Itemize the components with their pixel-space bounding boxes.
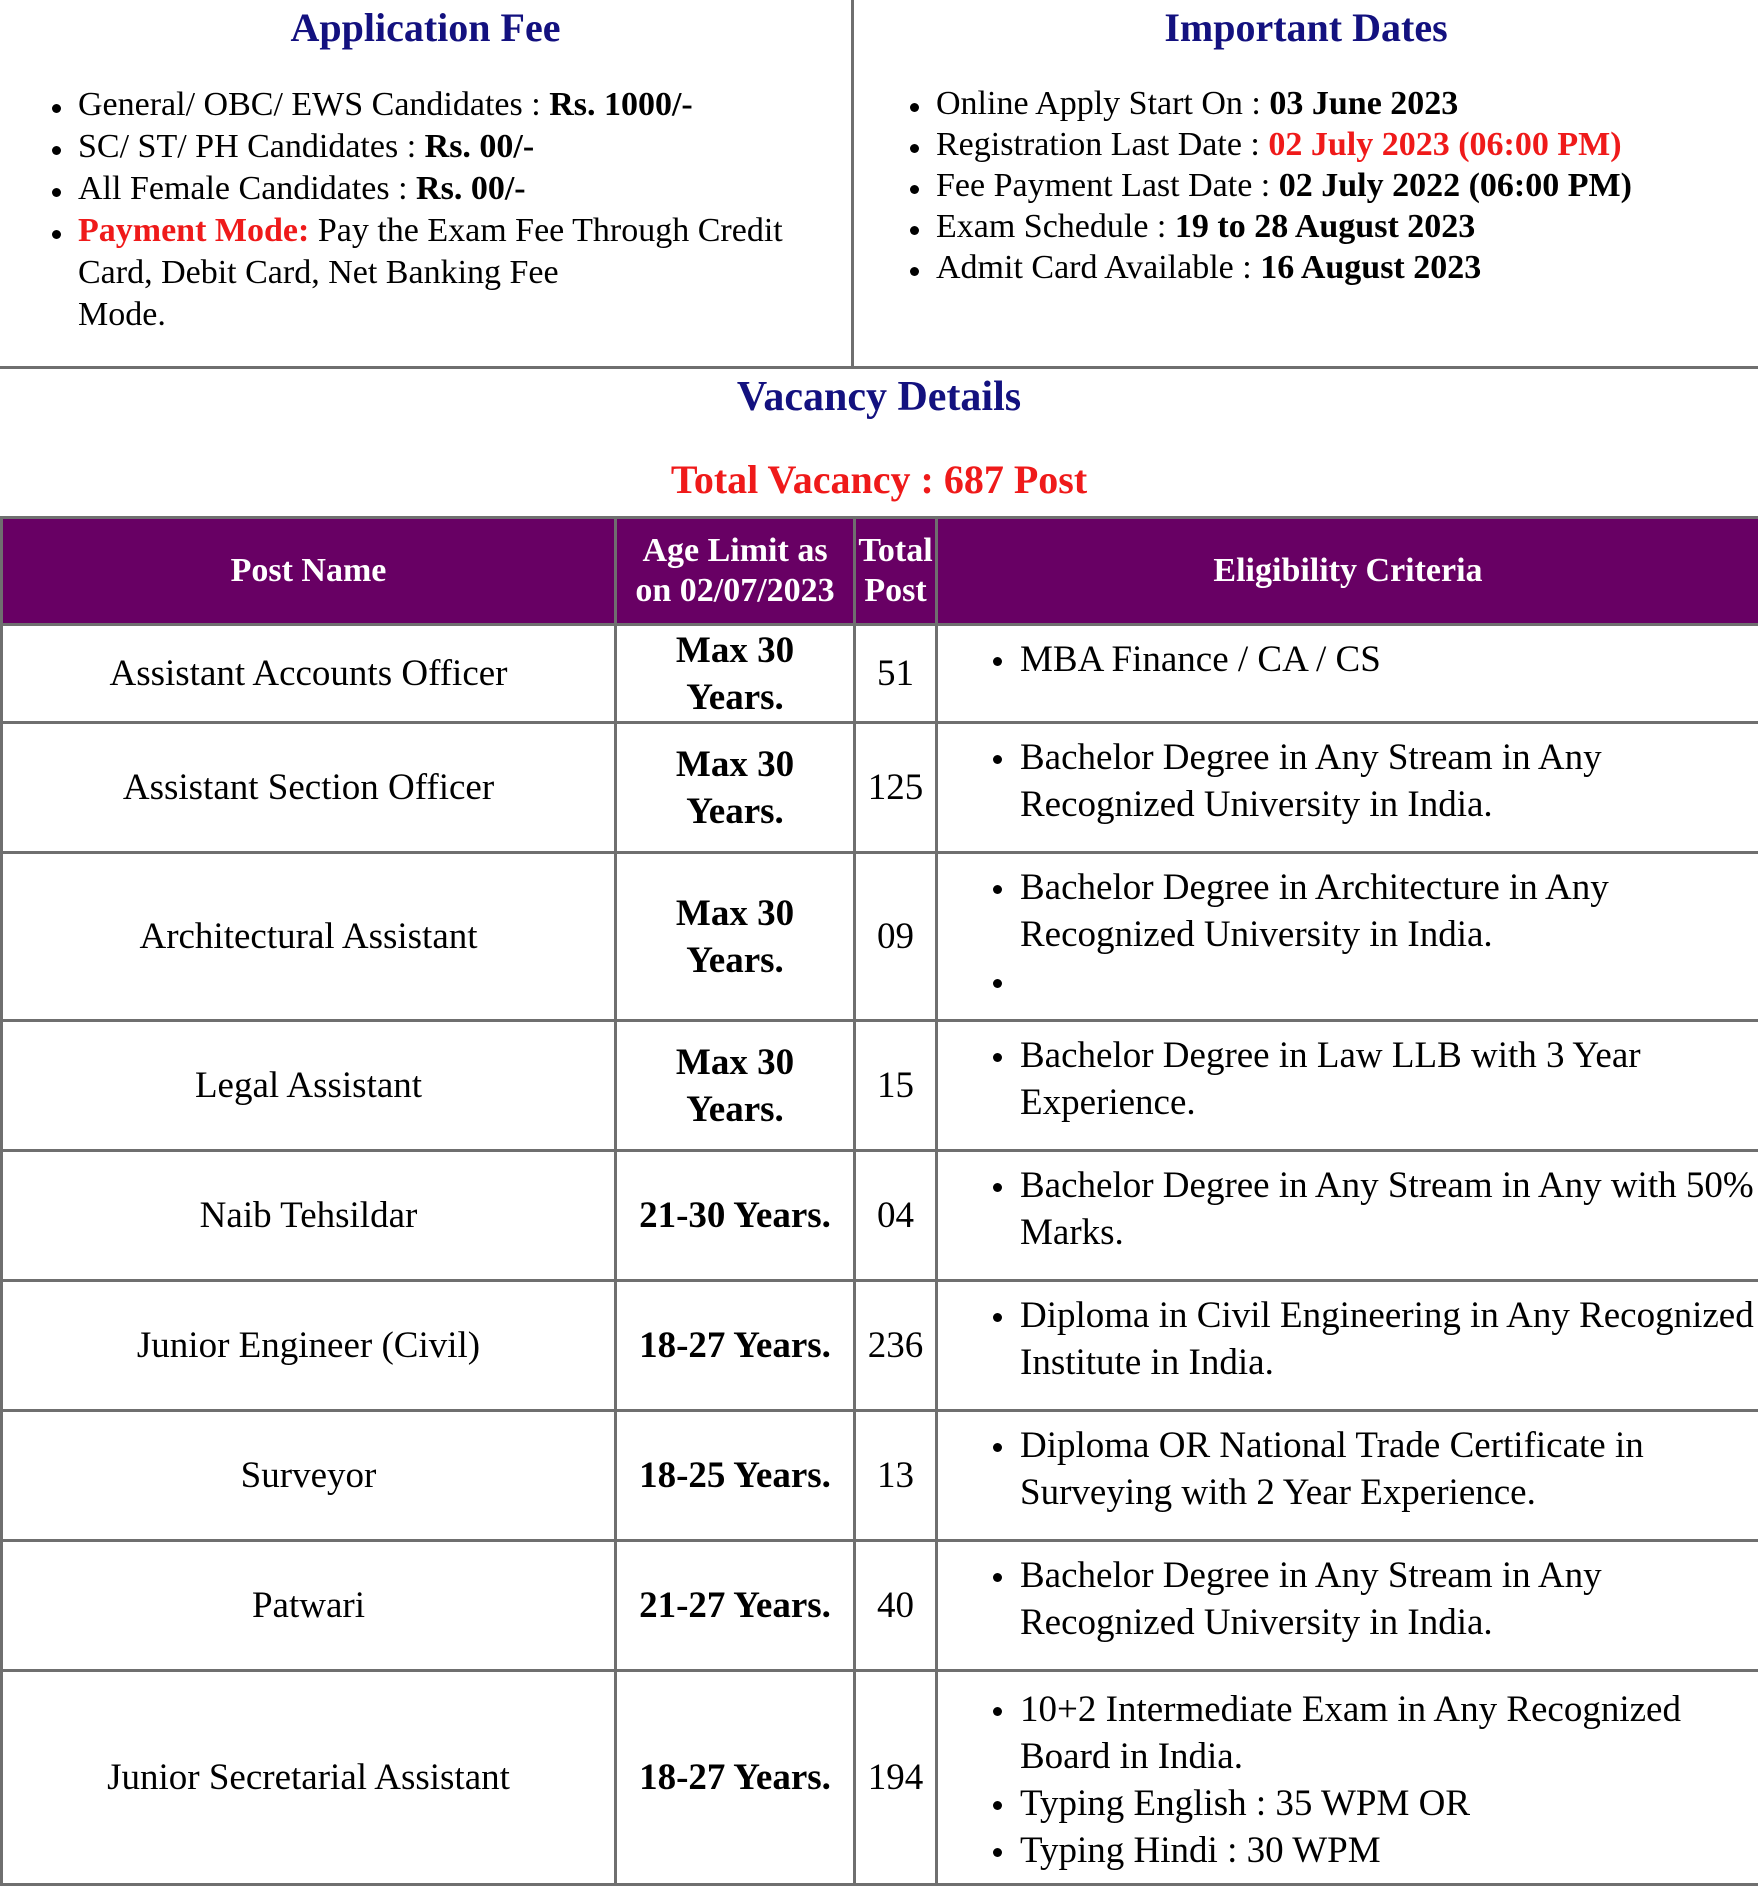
eligibility-item: Typing Hindi : 30 WPM xyxy=(938,1827,1758,1874)
header-post-name: Post Name xyxy=(2,518,616,625)
total-post-cell: 15 xyxy=(855,1021,937,1151)
eligibility-item: Bachelor Degree in Any Stream in Any Recognized University in India. xyxy=(938,1552,1758,1646)
post-name-cell: Junior Engineer (Civil) xyxy=(2,1281,616,1411)
age-limit-cell: Max 30 Years. xyxy=(616,625,855,723)
post-name-cell: Legal Assistant xyxy=(2,1021,616,1151)
post-name-cell: Junior Secretarial Assistant xyxy=(2,1671,616,1885)
table-row xyxy=(2,723,1758,853)
age-limit-cell: Max 30 Years. xyxy=(616,1021,855,1151)
age-limit-cell: Max 30 Years. xyxy=(616,853,855,1021)
eligibility-cell xyxy=(937,853,1758,1021)
eligibility-item: Bachelor Degree in Architecture in Any Recognized University in India. xyxy=(938,864,1758,958)
header-total-post: Total Post xyxy=(855,518,937,625)
age-limit-cell: Max 30 Years. xyxy=(616,723,855,853)
eligibility-cell xyxy=(937,1281,1758,1411)
post-name-cell: Surveyor xyxy=(2,1411,616,1541)
post-name-cell: Naib Tehsildar xyxy=(2,1151,616,1281)
table-row xyxy=(2,1021,1758,1151)
total-post-cell: 09 xyxy=(855,853,937,1021)
table-header-row xyxy=(2,518,1758,625)
table-row xyxy=(2,1281,1758,1411)
eligibility-item: MBA Finance / CA / CS xyxy=(938,636,1758,683)
age-limit-cell: 18-27 Years. xyxy=(616,1671,855,1885)
post-name-cell: Assistant Accounts Officer xyxy=(2,625,616,723)
vacancy-details-title: Vacancy Details xyxy=(736,374,1022,420)
eligibility-item: 10+2 Intermediate Exam in Any Recognized Board in India. xyxy=(938,1686,1758,1780)
total-post-cell: 13 xyxy=(855,1411,937,1541)
eligibility-cell xyxy=(937,1411,1758,1541)
eligibility-item: Bachelor Degree in Any Stream in Any with 50% Marks. xyxy=(938,1162,1758,1256)
post-name-cell: Assistant Section Officer xyxy=(2,723,616,853)
total-post-cell: 125 xyxy=(855,723,937,853)
table-row xyxy=(2,1411,1758,1541)
important-dates-title: Important Dates xyxy=(1164,5,1448,50)
application-fee-list xyxy=(0,84,851,336)
table-row xyxy=(2,1671,1758,1885)
total-post-cell: 51 xyxy=(855,625,937,723)
eligibility-cell xyxy=(937,723,1758,853)
date-item: Admit Card Available : 16 August 2023 xyxy=(854,247,1758,288)
eligibility-item: Typing English : 35 WPM OR xyxy=(938,1780,1758,1827)
fee-item: SC/ ST/ PH Candidates : Rs. 00/- xyxy=(0,126,851,168)
eligibility-cell xyxy=(937,1541,1758,1671)
header-age-limit: Age Limit as on 02/07/2023 xyxy=(616,518,855,625)
eligibility-cell xyxy=(937,1021,1758,1151)
date-item: Fee Payment Last Date : 02 July 2022 (06:00 PM) xyxy=(854,165,1758,206)
header-eligibility: Eligibility Criteria xyxy=(937,518,1758,625)
age-limit-cell: 18-25 Years. xyxy=(616,1411,855,1541)
eligibility-item: Bachelor Degree in Any Stream in Any Recognized University in India. xyxy=(938,734,1758,828)
eligibility-cell xyxy=(937,625,1758,723)
eligibility-cell xyxy=(937,1671,1758,1885)
vacancy-table xyxy=(0,516,1758,1886)
age-limit-cell: 21-27 Years. xyxy=(616,1541,855,1671)
total-post-cell: 40 xyxy=(855,1541,937,1671)
post-name-cell: Architectural Assistant xyxy=(2,853,616,1021)
date-item: Registration Last Date : 02 July 2023 (06:00 PM) xyxy=(854,124,1758,165)
eligibility-item: Bachelor Degree in Law LLB with 3 Year Experience. xyxy=(938,1032,1758,1126)
date-item: Exam Schedule : 19 to 28 August 2023 xyxy=(854,206,1758,247)
age-limit-cell: 18-27 Years. xyxy=(616,1281,855,1411)
post-name-cell: Patwari xyxy=(2,1541,616,1671)
eligibility-cell xyxy=(937,1151,1758,1281)
important-dates-list xyxy=(854,83,1758,288)
total-post-cell: 04 xyxy=(855,1151,937,1281)
application-fee-title: Application Fee xyxy=(290,5,561,50)
fee-item: All Female Candidates : Rs. 00/- xyxy=(0,168,851,210)
total-vacancy: Total Vacancy : 687 Post xyxy=(670,457,1088,502)
age-limit-cell: 21-30 Years. xyxy=(616,1151,855,1281)
eligibility-item: Diploma in Civil Engineering in Any Recognized Institute in India. xyxy=(938,1292,1758,1386)
eligibility-item xyxy=(938,958,1758,1005)
total-post-cell: 194 xyxy=(855,1671,937,1885)
eligibility-item: Diploma OR National Trade Certificate in Surveying with 2 Year Experience. xyxy=(938,1422,1758,1516)
table-row xyxy=(2,1151,1758,1281)
fee-item: General/ OBC/ EWS Candidates : Rs. 1000/- xyxy=(0,84,851,126)
table-row xyxy=(2,1541,1758,1671)
date-item: Online Apply Start On : 03 June 2023 xyxy=(854,83,1758,124)
table-row xyxy=(2,625,1758,723)
top-section xyxy=(0,0,1758,369)
table-row xyxy=(2,853,1758,1021)
payment-mode-item: Payment Mode: Pay the Exam Fee Through Credit Card, Debit Card, Net Banking Fee Mode. xyxy=(0,210,851,336)
payment-mode-label: Payment Mode: xyxy=(78,212,310,249)
total-post-cell: 236 xyxy=(855,1281,937,1411)
